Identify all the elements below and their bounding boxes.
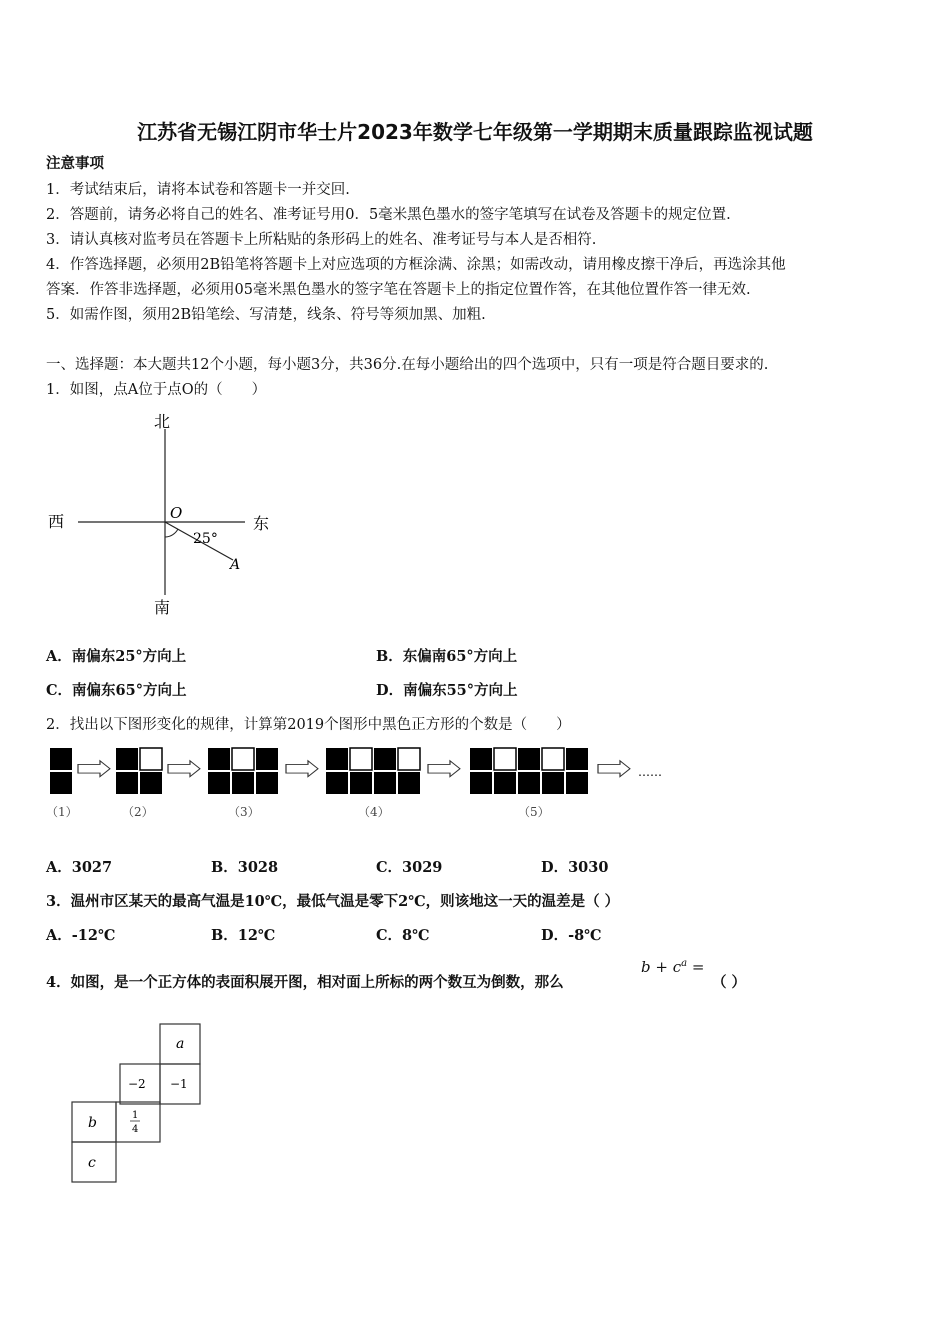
q3-option-b: B．12℃ — [211, 927, 276, 944]
q3-stem: 3．温州市区某天的最高气温是10℃，最低气温是零下2℃，则该地这一天的温差是（ ） — [46, 893, 620, 910]
notice-item-5: 5．如需作图，须用2B铅笔绘、写清楚，线条、符号等须加黑、加粗. — [46, 307, 486, 323]
east-label: 东 — [253, 514, 270, 533]
pattern-label-2: （2） — [122, 805, 154, 819]
origin-label: O — [170, 504, 183, 522]
q1-compass-figure — [40, 405, 280, 625]
pattern-label-1: （1） — [46, 805, 78, 819]
net-frac-den: 4 — [132, 1124, 139, 1135]
net-minus-2: −2 — [128, 1077, 146, 1091]
q2-pattern-figure — [40, 740, 690, 825]
angle-label: 25° — [193, 531, 218, 547]
north-label: 北 — [154, 412, 171, 431]
pattern-label-3: （3） — [228, 805, 260, 819]
q2-option-a: A．3027 — [46, 859, 113, 876]
q2-option-d: D．3030 — [541, 859, 609, 876]
page-title: 江苏省无锡江阴市华士片2023年数学七年级第一学期期末质量跟踪监视试题 — [137, 120, 813, 144]
south-label: 南 — [154, 598, 171, 617]
notice-item-4: 4．作答选择题，必须用2B铅笔将答题卡上对应选项的方框涂满、涂黑；如需改动，请用橡皮擦干净后，再选涂其他 — [46, 257, 786, 273]
formula-eq: = — [691, 958, 705, 976]
formula-plus: + — [655, 958, 668, 976]
net-minus-1: −1 — [170, 1077, 188, 1091]
net-a: a — [176, 1036, 185, 1052]
q4-cube-net — [66, 1020, 216, 1190]
q1-option-b: B．东偏南65°方向上 — [376, 648, 518, 665]
q1-option-a: A．南偏东25°方向上 — [46, 648, 187, 665]
pattern-label-5: （5） — [518, 805, 550, 819]
west-label: 西 — [48, 512, 65, 531]
q1-stem: 1．如图，点A位于点O的（ ） — [46, 382, 267, 398]
net-b: b — [88, 1115, 97, 1131]
notice-item-1: 1．考试结束后，请将本试卷和答题卡一并交回. — [46, 182, 350, 198]
net-frac-num: 1 — [132, 1110, 139, 1121]
notice-item-3: 3．请认真核对监考员在答题卡上所粘贴的条形码上的姓名、准考证号与本人是否相符. — [46, 232, 597, 248]
notice-item-4-cont: 答案．作答非选择题，必须用05毫米黑色墨水的签字笔在答题卡上的指定位置作答，在其他位置作答一律无效. — [46, 282, 751, 298]
pattern-label-4: （4） — [358, 805, 390, 819]
net-c: c — [88, 1155, 96, 1171]
q1-option-d: D．南偏东55°方向上 — [376, 682, 518, 699]
q3-option-d: D．-8℃ — [541, 927, 602, 944]
q3-option-c: C．8℃ — [376, 927, 430, 944]
formula-c: c — [672, 958, 682, 976]
pattern-ellipsis: …… — [638, 765, 662, 779]
formula-b: b — [641, 958, 651, 976]
q2-option-b: B．3028 — [211, 859, 279, 876]
q4-formula — [641, 958, 704, 976]
q3-option-a: A．-12℃ — [46, 927, 116, 944]
q1-option-c: C．南偏东65°方向上 — [46, 682, 187, 699]
q4-stem: 4．如图，是一个正方体的表面积展开图，相对面上所标的两个数互为倒数，那么 — [46, 974, 564, 991]
formula-exp-a: a — [681, 958, 688, 969]
q2-stem: 2．找出以下图形变化的规律，计算第2019个图形中黑色正方形的个数是（ ） — [46, 717, 571, 733]
section-heading: 一、选择题：本大题共12个小题，每小题3分，共36分.在每小题给出的四个选项中，只有一项是符合题目要求的. — [46, 357, 769, 373]
point-a-label: A — [230, 557, 241, 573]
notice-heading: 注意事项 — [46, 155, 104, 172]
q4-tail: （ ） — [712, 974, 747, 991]
notice-item-2: 2．答题前，请务必将自己的姓名、准考证号用0．5毫米黑色墨水的签字笔填写在试卷及答题卡的规定位置. — [46, 207, 731, 223]
q2-option-c: C．3029 — [376, 859, 443, 876]
